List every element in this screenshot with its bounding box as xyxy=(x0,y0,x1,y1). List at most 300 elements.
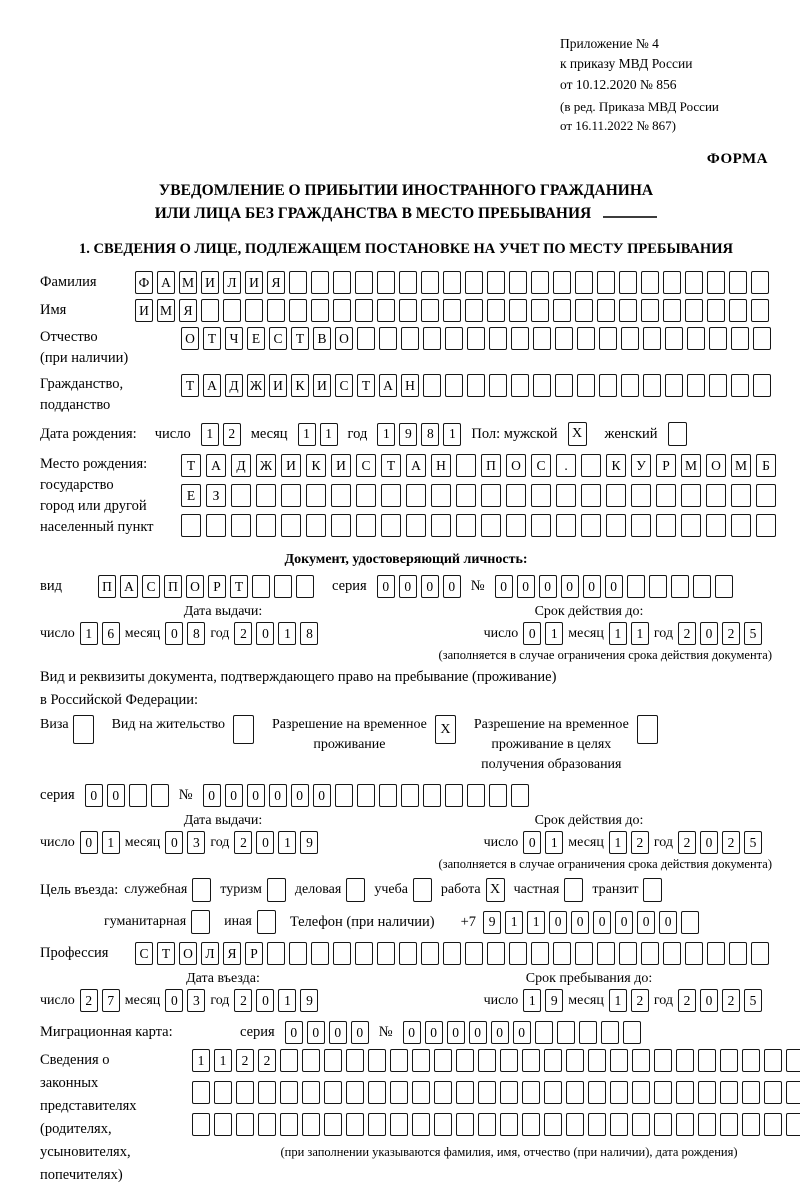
char-box[interactable] xyxy=(632,1113,650,1136)
char-box[interactable]: 0 xyxy=(659,911,677,934)
char-box[interactable] xyxy=(281,484,301,507)
char-box[interactable] xyxy=(331,514,351,537)
char-box[interactable]: 0 xyxy=(421,575,439,598)
char-box[interactable]: Н xyxy=(431,454,451,477)
char-box[interactable] xyxy=(707,271,725,294)
char-box[interactable]: С xyxy=(135,942,153,965)
char-box[interactable] xyxy=(280,1081,298,1104)
char-box[interactable] xyxy=(597,271,615,294)
char-box[interactable] xyxy=(751,271,769,294)
char-box[interactable] xyxy=(355,271,373,294)
char-box[interactable] xyxy=(663,299,681,322)
char-box[interactable]: Т xyxy=(291,327,309,350)
char-box[interactable]: 2 xyxy=(722,989,740,1012)
identity-series-boxes[interactable] xyxy=(377,575,461,598)
purpose-transit-checkbox[interactable] xyxy=(643,878,662,902)
char-box[interactable]: С xyxy=(142,575,160,598)
char-box[interactable]: Т xyxy=(157,942,175,965)
char-box[interactable] xyxy=(467,374,485,397)
char-box[interactable]: 0 xyxy=(495,575,513,598)
char-box[interactable]: . xyxy=(556,454,576,477)
char-box[interactable] xyxy=(356,484,376,507)
char-box[interactable] xyxy=(481,484,501,507)
char-box[interactable]: 2 xyxy=(80,989,98,1012)
char-box[interactable]: Р xyxy=(208,575,226,598)
identity-issue-year-boxes[interactable] xyxy=(234,622,318,645)
char-box[interactable]: П xyxy=(164,575,182,598)
char-box[interactable]: 0 xyxy=(539,575,557,598)
char-box[interactable] xyxy=(610,1049,628,1072)
char-box[interactable] xyxy=(443,942,461,965)
char-box[interactable]: И xyxy=(135,299,153,322)
residence-issue-month-boxes[interactable] xyxy=(165,831,205,854)
char-box[interactable]: С xyxy=(531,454,551,477)
char-box[interactable] xyxy=(443,299,461,322)
char-box[interactable]: 0 xyxy=(285,1021,303,1044)
char-box[interactable]: Я xyxy=(179,299,197,322)
char-box[interactable] xyxy=(643,327,661,350)
char-box[interactable] xyxy=(553,942,571,965)
char-box[interactable] xyxy=(556,514,576,537)
char-box[interactable]: 0 xyxy=(593,911,611,934)
char-box[interactable]: 0 xyxy=(329,1021,347,1044)
char-box[interactable]: 2 xyxy=(722,831,740,854)
char-box[interactable]: 1 xyxy=(278,622,296,645)
char-box[interactable] xyxy=(465,299,483,322)
char-box[interactable] xyxy=(431,514,451,537)
char-box[interactable] xyxy=(698,1113,716,1136)
char-box[interactable]: 9 xyxy=(300,831,318,854)
char-box[interactable] xyxy=(698,1081,716,1104)
char-box[interactable]: С xyxy=(269,327,287,350)
char-box[interactable]: М xyxy=(681,454,701,477)
char-box[interactable] xyxy=(236,1113,254,1136)
char-box[interactable] xyxy=(610,1113,628,1136)
char-box[interactable] xyxy=(506,514,526,537)
char-box[interactable]: 1 xyxy=(631,622,649,645)
char-box[interactable] xyxy=(599,327,617,350)
char-box[interactable] xyxy=(500,1081,518,1104)
char-box[interactable] xyxy=(720,1049,738,1072)
char-box[interactable] xyxy=(751,299,769,322)
char-box[interactable] xyxy=(399,942,417,965)
char-box[interactable]: 0 xyxy=(225,784,243,807)
char-box[interactable]: 1 xyxy=(102,831,120,854)
char-box[interactable]: 0 xyxy=(107,784,125,807)
char-box[interactable] xyxy=(720,1081,738,1104)
char-box[interactable]: 0 xyxy=(269,784,287,807)
char-box[interactable]: 2 xyxy=(234,831,252,854)
char-box[interactable] xyxy=(274,575,292,598)
char-box[interactable] xyxy=(753,374,771,397)
char-box[interactable] xyxy=(597,942,615,965)
char-box[interactable] xyxy=(511,784,529,807)
char-box[interactable] xyxy=(533,374,551,397)
identity-issue-month-boxes[interactable] xyxy=(165,622,205,645)
char-box[interactable]: 2 xyxy=(258,1049,276,1072)
char-box[interactable] xyxy=(531,514,551,537)
char-box[interactable]: 1 xyxy=(523,989,541,1012)
char-box[interactable]: С xyxy=(356,454,376,477)
char-box[interactable] xyxy=(289,271,307,294)
char-box[interactable] xyxy=(302,1049,320,1072)
char-box[interactable] xyxy=(421,271,439,294)
char-box[interactable] xyxy=(579,1021,597,1044)
char-box[interactable] xyxy=(381,484,401,507)
char-box[interactable] xyxy=(731,374,749,397)
char-box[interactable] xyxy=(267,942,285,965)
char-box[interactable] xyxy=(289,942,307,965)
char-box[interactable] xyxy=(481,514,501,537)
char-box[interactable] xyxy=(557,1021,575,1044)
surname-boxes[interactable] xyxy=(135,271,769,294)
char-box[interactable] xyxy=(311,942,329,965)
char-box[interactable] xyxy=(506,484,526,507)
char-box[interactable]: 0 xyxy=(615,911,633,934)
char-box[interactable]: 2 xyxy=(678,622,696,645)
char-box[interactable] xyxy=(509,299,527,322)
char-box[interactable] xyxy=(731,327,749,350)
char-box[interactable] xyxy=(693,575,711,598)
char-box[interactable] xyxy=(535,1021,553,1044)
char-box[interactable]: 0 xyxy=(247,784,265,807)
char-box[interactable]: О xyxy=(179,942,197,965)
char-box[interactable]: 3 xyxy=(187,831,205,854)
char-box[interactable] xyxy=(377,299,395,322)
char-box[interactable] xyxy=(406,484,426,507)
char-box[interactable] xyxy=(544,1081,562,1104)
char-box[interactable]: 1 xyxy=(278,989,296,1012)
char-box[interactable] xyxy=(715,575,733,598)
char-box[interactable]: 0 xyxy=(256,831,274,854)
char-box[interactable] xyxy=(296,575,314,598)
char-box[interactable]: 0 xyxy=(700,622,718,645)
char-box[interactable] xyxy=(377,271,395,294)
char-box[interactable] xyxy=(346,1081,364,1104)
char-box[interactable] xyxy=(764,1113,782,1136)
char-box[interactable]: Ч xyxy=(225,327,243,350)
char-box[interactable] xyxy=(623,1021,641,1044)
char-box[interactable] xyxy=(256,484,276,507)
residence-issue-year-boxes[interactable] xyxy=(234,831,318,854)
char-box[interactable]: Т xyxy=(181,374,199,397)
char-box[interactable] xyxy=(487,299,505,322)
entry-year-boxes[interactable] xyxy=(234,989,318,1012)
char-box[interactable] xyxy=(281,514,301,537)
char-box[interactable]: 2 xyxy=(631,831,649,854)
char-box[interactable] xyxy=(577,327,595,350)
char-box[interactable] xyxy=(280,1113,298,1136)
char-box[interactable] xyxy=(685,299,703,322)
char-box[interactable]: А xyxy=(379,374,397,397)
char-box[interactable] xyxy=(581,484,601,507)
char-box[interactable] xyxy=(231,514,251,537)
char-box[interactable]: П xyxy=(98,575,116,598)
char-box[interactable] xyxy=(641,299,659,322)
char-box[interactable] xyxy=(236,1081,254,1104)
char-box[interactable] xyxy=(663,942,681,965)
stay-month-boxes[interactable] xyxy=(609,989,649,1012)
char-box[interactable]: Е xyxy=(181,484,201,507)
char-box[interactable]: Б xyxy=(756,454,776,477)
char-box[interactable] xyxy=(556,484,576,507)
citizenship-boxes[interactable] xyxy=(181,374,771,397)
char-box[interactable] xyxy=(333,299,351,322)
char-box[interactable] xyxy=(390,1049,408,1072)
char-box[interactable]: 1 xyxy=(377,423,395,446)
char-box[interactable] xyxy=(357,784,375,807)
char-box[interactable]: 7 xyxy=(102,989,120,1012)
char-box[interactable] xyxy=(478,1113,496,1136)
char-box[interactable] xyxy=(588,1081,606,1104)
visa-checkbox[interactable] xyxy=(73,715,94,744)
char-box[interactable]: 1 xyxy=(545,831,563,854)
char-box[interactable] xyxy=(509,942,527,965)
char-box[interactable]: Ж xyxy=(256,454,276,477)
char-box[interactable]: И xyxy=(269,374,287,397)
identity-number-boxes[interactable] xyxy=(495,575,733,598)
char-box[interactable] xyxy=(601,1021,619,1044)
char-box[interactable] xyxy=(720,1113,738,1136)
purpose-commercial-checkbox[interactable] xyxy=(346,878,365,902)
char-box[interactable] xyxy=(423,327,441,350)
char-box[interactable]: 0 xyxy=(256,989,274,1012)
char-box[interactable] xyxy=(355,299,373,322)
char-box[interactable] xyxy=(581,454,601,477)
char-box[interactable] xyxy=(434,1081,452,1104)
char-box[interactable]: 5 xyxy=(744,622,762,645)
char-box[interactable] xyxy=(654,1081,672,1104)
residence-number-boxes[interactable] xyxy=(203,784,529,807)
char-box[interactable] xyxy=(632,1049,650,1072)
char-box[interactable] xyxy=(709,374,727,397)
birth-place-boxes-row1[interactable] xyxy=(181,454,776,477)
char-box[interactable] xyxy=(566,1081,584,1104)
char-box[interactable] xyxy=(302,1113,320,1136)
char-box[interactable]: М xyxy=(731,454,751,477)
legal-reps-boxes-row2[interactable] xyxy=(192,1081,800,1104)
birth-place-boxes-row3[interactable] xyxy=(181,514,776,537)
char-box[interactable]: Т xyxy=(203,327,221,350)
char-box[interactable] xyxy=(478,1049,496,1072)
char-box[interactable] xyxy=(729,299,747,322)
char-box[interactable]: 1 xyxy=(527,911,545,934)
residence-series-boxes[interactable] xyxy=(85,784,169,807)
char-box[interactable] xyxy=(390,1113,408,1136)
char-box[interactable]: А xyxy=(157,271,175,294)
char-box[interactable]: 1 xyxy=(443,423,461,446)
char-box[interactable] xyxy=(192,1081,210,1104)
char-box[interactable]: 9 xyxy=(545,989,563,1012)
char-box[interactable]: 0 xyxy=(291,784,309,807)
char-box[interactable] xyxy=(706,484,726,507)
char-box[interactable]: П xyxy=(481,454,501,477)
char-box[interactable]: И xyxy=(281,454,301,477)
char-box[interactable] xyxy=(335,784,353,807)
char-box[interactable] xyxy=(531,942,549,965)
char-box[interactable] xyxy=(511,327,529,350)
residence-permit-checkbox[interactable] xyxy=(233,715,254,744)
purpose-study-checkbox[interactable] xyxy=(413,878,432,902)
sex-female-checkbox[interactable] xyxy=(668,422,687,446)
char-box[interactable]: 0 xyxy=(403,1021,421,1044)
char-box[interactable] xyxy=(478,1081,496,1104)
char-box[interactable] xyxy=(456,1049,474,1072)
char-box[interactable]: 0 xyxy=(513,1021,531,1044)
char-box[interactable] xyxy=(445,374,463,397)
char-box[interactable]: 2 xyxy=(234,622,252,645)
char-box[interactable]: О xyxy=(335,327,353,350)
char-box[interactable]: А xyxy=(203,374,221,397)
char-box[interactable] xyxy=(412,1113,430,1136)
char-box[interactable]: Р xyxy=(656,454,676,477)
char-box[interactable] xyxy=(379,327,397,350)
char-box[interactable]: 0 xyxy=(443,575,461,598)
purpose-private-checkbox[interactable] xyxy=(564,878,583,902)
char-box[interactable]: 6 xyxy=(102,622,120,645)
identity-issue-day-boxes[interactable] xyxy=(80,622,120,645)
char-box[interactable] xyxy=(756,514,776,537)
char-box[interactable] xyxy=(656,514,676,537)
char-box[interactable]: О xyxy=(706,454,726,477)
given-name-boxes[interactable] xyxy=(135,299,769,322)
char-box[interactable] xyxy=(753,327,771,350)
char-box[interactable] xyxy=(731,514,751,537)
char-box[interactable] xyxy=(399,271,417,294)
char-box[interactable]: 8 xyxy=(187,622,205,645)
char-box[interactable] xyxy=(421,942,439,965)
char-box[interactable] xyxy=(311,299,329,322)
char-box[interactable]: Д xyxy=(225,374,243,397)
char-box[interactable]: И xyxy=(245,271,263,294)
char-box[interactable]: 0 xyxy=(517,575,535,598)
char-box[interactable] xyxy=(544,1049,562,1072)
char-box[interactable] xyxy=(434,1049,452,1072)
char-box[interactable]: М xyxy=(179,271,197,294)
char-box[interactable]: К xyxy=(606,454,626,477)
residence-expiry-day-boxes[interactable] xyxy=(523,831,563,854)
char-box[interactable] xyxy=(566,1049,584,1072)
char-box[interactable] xyxy=(786,1081,800,1104)
char-box[interactable]: 3 xyxy=(187,989,205,1012)
char-box[interactable] xyxy=(381,514,401,537)
char-box[interactable] xyxy=(786,1049,800,1072)
char-box[interactable] xyxy=(555,374,573,397)
char-box[interactable] xyxy=(399,299,417,322)
char-box[interactable] xyxy=(289,299,307,322)
char-box[interactable] xyxy=(401,784,419,807)
identity-kind-boxes[interactable] xyxy=(98,575,314,598)
identity-expiry-month-boxes[interactable] xyxy=(609,622,649,645)
char-box[interactable] xyxy=(619,299,637,322)
char-box[interactable] xyxy=(368,1049,386,1072)
char-box[interactable]: 1 xyxy=(214,1049,232,1072)
char-box[interactable] xyxy=(606,484,626,507)
char-box[interactable]: 0 xyxy=(313,784,331,807)
char-box[interactable] xyxy=(324,1081,342,1104)
char-box[interactable]: М xyxy=(157,299,175,322)
char-box[interactable] xyxy=(151,784,169,807)
char-box[interactable]: Т xyxy=(381,454,401,477)
char-box[interactable] xyxy=(706,514,726,537)
char-box[interactable] xyxy=(756,484,776,507)
char-box[interactable]: 0 xyxy=(256,622,274,645)
migration-number-boxes[interactable] xyxy=(403,1021,641,1044)
identity-expiry-year-boxes[interactable] xyxy=(678,622,762,645)
char-box[interactable]: 0 xyxy=(165,622,183,645)
char-box[interactable]: 1 xyxy=(609,989,627,1012)
char-box[interactable]: 0 xyxy=(571,911,589,934)
char-box[interactable] xyxy=(665,327,683,350)
char-box[interactable] xyxy=(531,484,551,507)
char-box[interactable]: 0 xyxy=(583,575,601,598)
char-box[interactable] xyxy=(489,784,507,807)
char-box[interactable]: 0 xyxy=(561,575,579,598)
char-box[interactable] xyxy=(214,1081,232,1104)
char-box[interactable] xyxy=(656,484,676,507)
char-box[interactable] xyxy=(223,299,241,322)
birth-place-boxes-row2[interactable] xyxy=(181,484,776,507)
char-box[interactable] xyxy=(632,1081,650,1104)
char-box[interactable]: Я xyxy=(223,942,241,965)
char-box[interactable] xyxy=(531,299,549,322)
char-box[interactable] xyxy=(423,784,441,807)
char-box[interactable]: С xyxy=(335,374,353,397)
char-box[interactable]: Л xyxy=(223,271,241,294)
edu-permit-checkbox[interactable] xyxy=(637,715,658,744)
char-box[interactable] xyxy=(575,271,593,294)
char-box[interactable] xyxy=(606,514,626,537)
char-box[interactable]: 8 xyxy=(300,622,318,645)
char-box[interactable]: 1 xyxy=(201,423,219,446)
char-box[interactable] xyxy=(258,1081,276,1104)
char-box[interactable]: 0 xyxy=(700,989,718,1012)
char-box[interactable] xyxy=(566,1113,584,1136)
char-box[interactable] xyxy=(379,784,397,807)
char-box[interactable]: 2 xyxy=(631,989,649,1012)
char-box[interactable]: 1 xyxy=(278,831,296,854)
char-box[interactable] xyxy=(456,454,476,477)
char-box[interactable] xyxy=(751,942,769,965)
char-box[interactable] xyxy=(356,514,376,537)
char-box[interactable] xyxy=(729,271,747,294)
char-box[interactable] xyxy=(555,327,573,350)
char-box[interactable]: К xyxy=(291,374,309,397)
char-box[interactable]: Ф xyxy=(135,271,153,294)
char-box[interactable]: 0 xyxy=(637,911,655,934)
char-box[interactable] xyxy=(252,575,270,598)
purpose-work-checkbox[interactable]: X xyxy=(486,878,505,902)
char-box[interactable]: 5 xyxy=(744,989,762,1012)
char-box[interactable] xyxy=(522,1081,540,1104)
char-box[interactable]: 5 xyxy=(744,831,762,854)
char-box[interactable] xyxy=(456,514,476,537)
char-box[interactable] xyxy=(192,1113,210,1136)
char-box[interactable]: И xyxy=(201,271,219,294)
char-box[interactable] xyxy=(681,911,699,934)
char-box[interactable] xyxy=(522,1049,540,1072)
char-box[interactable] xyxy=(487,942,505,965)
purpose-other-checkbox[interactable] xyxy=(257,910,276,934)
char-box[interactable] xyxy=(581,514,601,537)
char-box[interactable] xyxy=(456,484,476,507)
char-box[interactable]: 0 xyxy=(469,1021,487,1044)
char-box[interactable] xyxy=(742,1081,760,1104)
char-box[interactable] xyxy=(456,1081,474,1104)
char-box[interactable] xyxy=(258,1113,276,1136)
char-box[interactable] xyxy=(575,942,593,965)
char-box[interactable]: 0 xyxy=(605,575,623,598)
